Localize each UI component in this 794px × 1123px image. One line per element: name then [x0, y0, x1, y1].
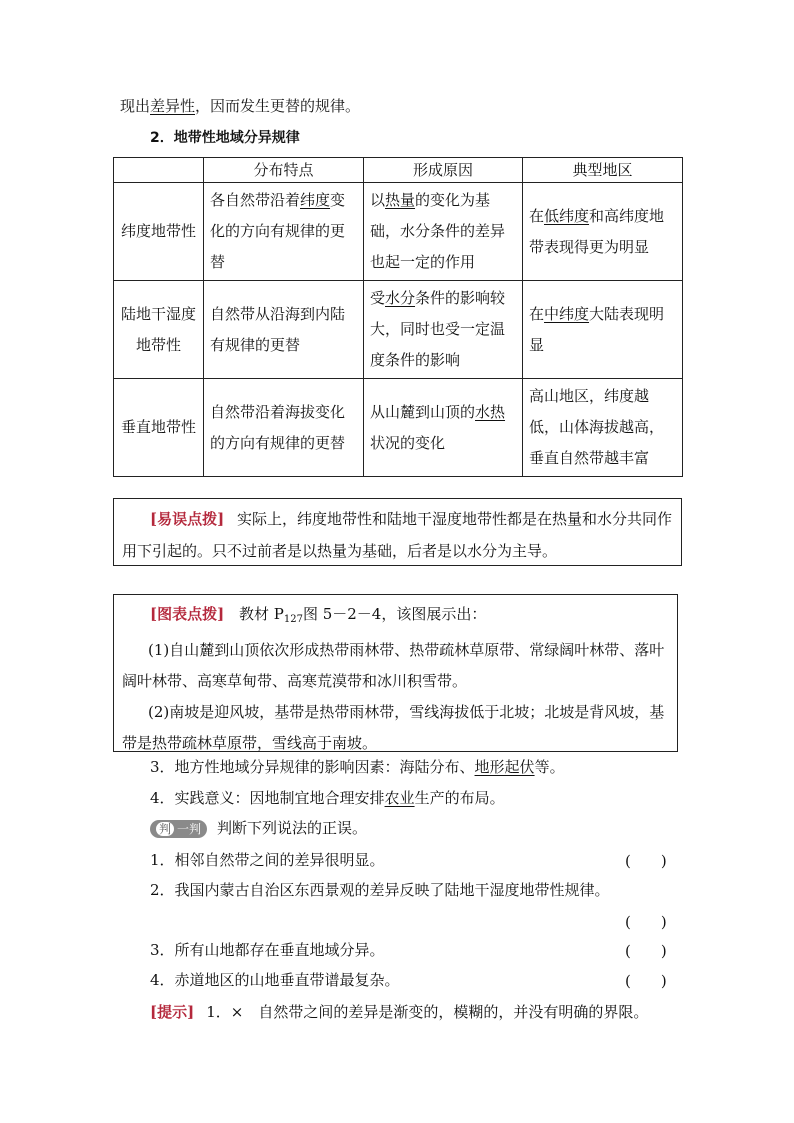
item4-text-a: 4．实践意义：因地制宜地合理安排: [150, 789, 385, 807]
answer-paren-3[interactable]: ( ): [625, 942, 667, 960]
cell-underlined: 水热: [475, 402, 506, 421]
cell-text: 各自然带沿着: [210, 191, 301, 209]
table-row: [114, 379, 683, 477]
cell-underlined: 纬度: [300, 191, 331, 209]
figure-intro-a: 教材 P: [238, 605, 284, 623]
cause-cell: [364, 183, 523, 281]
item4-text-b: 生产的布局。: [414, 789, 505, 807]
hint-tag: [提示]: [150, 1003, 195, 1021]
answer-paren-2[interactable]: ( ): [625, 913, 667, 931]
table-header-row: [114, 158, 683, 183]
table-header-cell: [114, 158, 204, 183]
section2-title: 2．地带性地域分异规律: [150, 130, 300, 146]
judge-heading: [150, 818, 367, 838]
tip-box-figure: [113, 594, 678, 752]
cell-text: 高山地区，纬度越低，山体海拔越高，垂直自然带越丰富: [529, 387, 665, 467]
question-2: 2．我国内蒙古自治区东西景观的差异反映了陆地干湿度地带性规律。: [150, 881, 610, 899]
table-row: [114, 281, 683, 379]
cell-text: 的变化为基础，水分条件的差异也起一定的作用: [370, 191, 506, 271]
cause-cell: [364, 379, 523, 477]
area-cell: [523, 183, 683, 281]
cell-text: 变化的方向有规律的更替: [210, 191, 346, 271]
hint-text: 1．× 自然带之间的差异是渐变的，模糊的，并没有明确的界限。: [206, 1003, 649, 1021]
cell-text: 自然带从沿海到内陆有规律的更替: [210, 304, 346, 354]
badge-char: 判: [156, 822, 174, 836]
answer-paren-1[interactable]: ( ): [625, 852, 667, 870]
intro-line: [120, 96, 360, 116]
question-3: 3．所有山地都存在垂直地域分异。: [150, 941, 385, 959]
question-1: 1．相邻自然带之间的差异很明显。: [150, 851, 385, 869]
row-name: 纬度地带性: [114, 183, 204, 281]
judge-title: 判断下列说法的正误。: [217, 819, 368, 837]
cell-underlined: 水分: [385, 289, 416, 307]
question-4: 4．赤道地区的山地垂直带谱最复杂。: [150, 971, 400, 989]
intro-text-b: ，因而发生更替的规律。: [195, 97, 361, 115]
cause-cell: [364, 281, 523, 379]
table-header-cell: 形成原因: [364, 158, 523, 183]
table-header-cell: 典型地区: [523, 158, 683, 183]
row-name: 陆地干湿度地带性: [114, 281, 204, 379]
cell-text: 条件的影响较大，同时也受一定温度条件的影响: [370, 289, 506, 369]
badge-rest: 一判: [177, 822, 202, 836]
dist-cell: [204, 281, 364, 379]
area-cell: [523, 281, 683, 379]
tip-text: 实际上，纬度地带性和陆地干湿度地带性都是在热量和水分共同作用下引起的。只不过前者是以热量为基础，后者是以水分为主导。: [122, 510, 672, 560]
cell-text: 从山麓到山顶的: [370, 402, 476, 421]
answer-paren-4[interactable]: ( ): [625, 972, 667, 990]
figure-intro: [122, 599, 669, 635]
cell-text: 受: [370, 289, 386, 307]
zonality-table: [113, 157, 683, 477]
table-row: [114, 183, 683, 281]
figure-page-sub: 127: [283, 614, 303, 625]
cell-underlined: 热量: [385, 191, 416, 209]
tip-box-mistake: [113, 498, 682, 566]
area-cell: [523, 379, 683, 477]
figure-intro-b: 图 5－2－4，该图展示出：: [302, 605, 487, 623]
dist-cell: [204, 379, 364, 477]
item3-underlined: 地形起伏: [474, 758, 535, 776]
row-name: 垂直地带性: [114, 379, 204, 477]
item3-text-b: 等。: [534, 758, 565, 776]
cell-text: 大陆表现明显: [529, 304, 665, 354]
figure-point-text: (1)自山麓到山顶依次形成热带雨林带、热带疏林草原带、常绿阔叶林带、落叶阔叶林带、高寒草甸带、高寒荒漠带和冰川积雪带。: [122, 641, 665, 690]
item3-line: [150, 757, 565, 777]
figure-point-2: [122, 697, 669, 759]
cell-text: 状况的变化: [370, 433, 446, 452]
cell-text: 以: [370, 191, 386, 209]
intro-underlined: 差异性: [150, 97, 196, 115]
figure-tag: [图表点拨]: [150, 605, 225, 623]
intro-text-a: 现出: [120, 97, 151, 115]
tip-tag: [易误点拨]: [150, 510, 225, 528]
figure-point-text: (2)南坡是迎风坡，基带是热带雨林带，雪线海拔低于北坡；北坡是背风坡，基带是热带疏林草原带，雪线高于南坡。: [122, 703, 665, 752]
item4-line: [150, 788, 505, 808]
cell-text: 和高纬度地带表现得更为明显: [529, 206, 665, 256]
cell-underlined: 低纬度: [544, 206, 590, 225]
dist-cell: [204, 183, 364, 281]
figure-point-1: [122, 635, 669, 697]
cell-text: 在: [529, 304, 545, 323]
cell-underlined: 中纬度: [544, 304, 590, 323]
table-header-cell: 分布特点: [204, 158, 364, 183]
item4-underlined: 农业: [384, 789, 415, 807]
cell-text: 自然带沿着海拔变化的方向有规律的更替: [210, 402, 346, 452]
item3-text-a: 3．地方性地域分异规律的影响因素：海陆分布、: [150, 758, 475, 776]
judge-badge-icon: [150, 820, 207, 838]
cell-text: 在: [529, 206, 545, 225]
hint-line: [150, 1002, 648, 1022]
